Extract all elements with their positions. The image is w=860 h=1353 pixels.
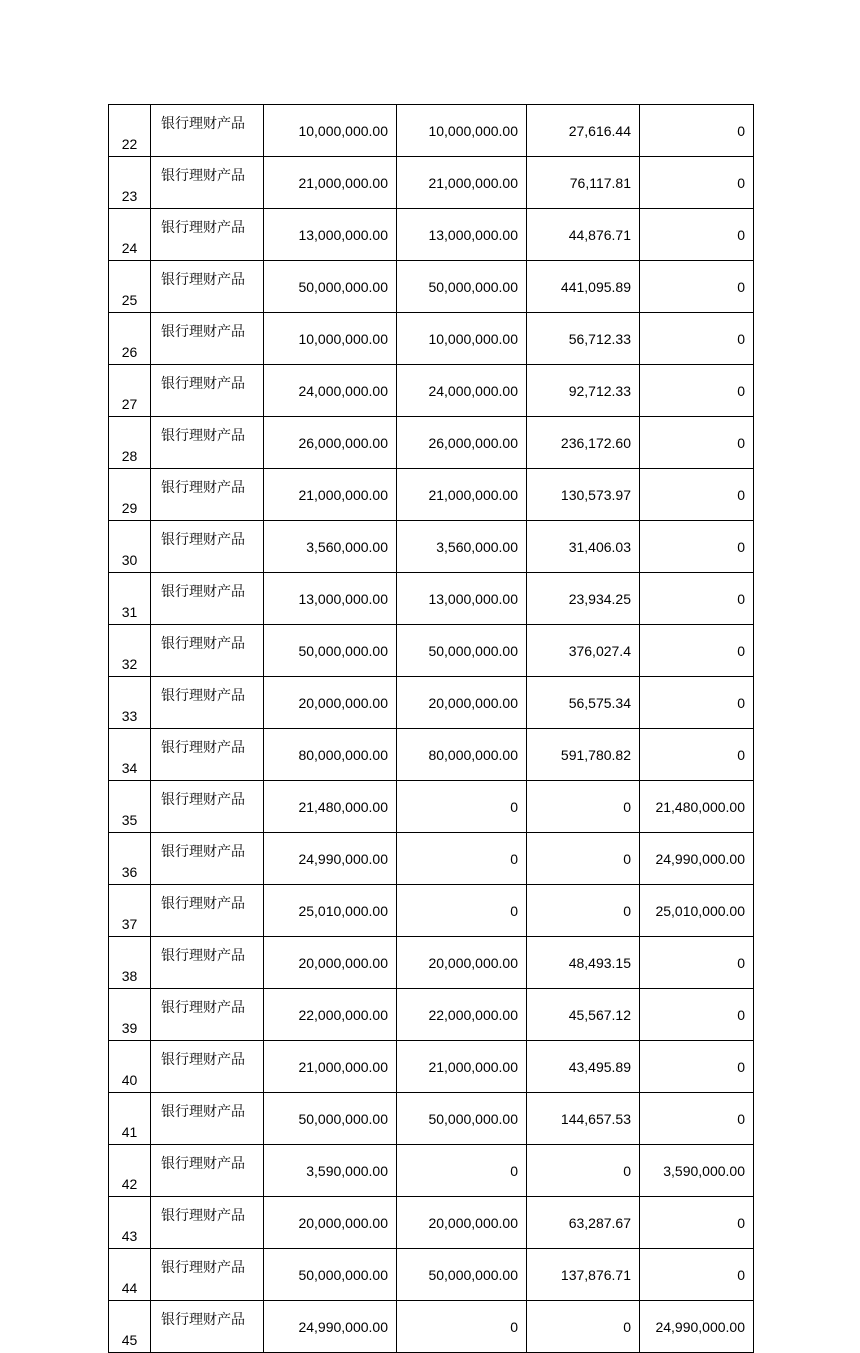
table-row: [109, 313, 754, 365]
redeemed-amount-cell: 50,000,000.00: [397, 1093, 527, 1145]
table-row: [109, 937, 754, 989]
row-number-cell: 27: [109, 365, 151, 417]
table-row: [109, 1093, 754, 1145]
product-name-cell: 银行理财产品: [151, 1145, 264, 1197]
balance-amount-cell: 0: [640, 261, 754, 313]
table-row: [109, 1301, 754, 1353]
income-amount-cell: 45,567.12: [527, 989, 640, 1041]
income-amount-cell: 0: [527, 1145, 640, 1197]
purchase-amount-cell: 50,000,000.00: [264, 261, 397, 313]
product-name-cell: 银行理财产品: [151, 521, 264, 573]
row-number-cell: 28: [109, 417, 151, 469]
income-amount-cell: 0: [527, 1301, 640, 1353]
redeemed-amount-cell: 13,000,000.00: [397, 573, 527, 625]
balance-amount-cell: 3,590,000.00: [640, 1145, 754, 1197]
income-amount-cell: 48,493.15: [527, 937, 640, 989]
balance-amount-cell: 0: [640, 677, 754, 729]
table-row: [109, 573, 754, 625]
row-number-cell: 37: [109, 885, 151, 937]
balance-amount-cell: 0: [640, 365, 754, 417]
purchase-amount-cell: 10,000,000.00: [264, 105, 397, 157]
balance-amount-cell: 0: [640, 989, 754, 1041]
purchase-amount-cell: 26,000,000.00: [264, 417, 397, 469]
purchase-amount-cell: 80,000,000.00: [264, 729, 397, 781]
income-amount-cell: 27,616.44: [527, 105, 640, 157]
redeemed-amount-cell: 20,000,000.00: [397, 1197, 527, 1249]
row-number-cell: 39: [109, 989, 151, 1041]
product-name-cell: 银行理财产品: [151, 937, 264, 989]
purchase-amount-cell: 50,000,000.00: [264, 1249, 397, 1301]
purchase-amount-cell: 24,000,000.00: [264, 365, 397, 417]
purchase-amount-cell: 50,000,000.00: [264, 625, 397, 677]
balance-amount-cell: 0: [640, 209, 754, 261]
table-row: [109, 417, 754, 469]
product-name-cell: 银行理财产品: [151, 833, 264, 885]
row-number-cell: 24: [109, 209, 151, 261]
income-amount-cell: 130,573.97: [527, 469, 640, 521]
row-number-cell: 29: [109, 469, 151, 521]
income-amount-cell: 0: [527, 885, 640, 937]
income-amount-cell: 56,575.34: [527, 677, 640, 729]
balance-amount-cell: 0: [640, 729, 754, 781]
redeemed-amount-cell: 0: [397, 1301, 527, 1353]
table-row: [109, 885, 754, 937]
redeemed-amount-cell: 20,000,000.00: [397, 937, 527, 989]
product-name-cell: 银行理财产品: [151, 729, 264, 781]
income-amount-cell: 376,027.4: [527, 625, 640, 677]
balance-amount-cell: 25,010,000.00: [640, 885, 754, 937]
row-number-cell: 41: [109, 1093, 151, 1145]
purchase-amount-cell: 3,590,000.00: [264, 1145, 397, 1197]
purchase-amount-cell: 3,560,000.00: [264, 521, 397, 573]
row-number-cell: 43: [109, 1197, 151, 1249]
row-number-cell: 30: [109, 521, 151, 573]
balance-amount-cell: 0: [640, 105, 754, 157]
purchase-amount-cell: 21,000,000.00: [264, 469, 397, 521]
income-amount-cell: 23,934.25: [527, 573, 640, 625]
income-amount-cell: 63,287.67: [527, 1197, 640, 1249]
redeemed-amount-cell: 21,000,000.00: [397, 157, 527, 209]
table-row: [109, 521, 754, 573]
product-name-cell: 银行理财产品: [151, 781, 264, 833]
redeemed-amount-cell: 21,000,000.00: [397, 1041, 527, 1093]
balance-amount-cell: 0: [640, 521, 754, 573]
redeemed-amount-cell: 0: [397, 833, 527, 885]
row-number-cell: 31: [109, 573, 151, 625]
balance-amount-cell: 0: [640, 417, 754, 469]
row-number-cell: 40: [109, 1041, 151, 1093]
income-amount-cell: 591,780.82: [527, 729, 640, 781]
redeemed-amount-cell: 10,000,000.00: [397, 313, 527, 365]
balance-amount-cell: 21,480,000.00: [640, 781, 754, 833]
table-row: [109, 1041, 754, 1093]
financial-products-table: [108, 104, 754, 1353]
redeemed-amount-cell: 80,000,000.00: [397, 729, 527, 781]
income-amount-cell: 0: [527, 781, 640, 833]
product-name-cell: 银行理财产品: [151, 417, 264, 469]
table-row: [109, 677, 754, 729]
redeemed-amount-cell: 24,000,000.00: [397, 365, 527, 417]
purchase-amount-cell: 24,990,000.00: [264, 1301, 397, 1353]
table-row: [109, 1145, 754, 1197]
product-name-cell: 银行理财产品: [151, 209, 264, 261]
income-amount-cell: 44,876.71: [527, 209, 640, 261]
product-name-cell: 银行理财产品: [151, 625, 264, 677]
table-row: [109, 469, 754, 521]
balance-amount-cell: 0: [640, 313, 754, 365]
redeemed-amount-cell: 26,000,000.00: [397, 417, 527, 469]
table-row: [109, 157, 754, 209]
product-name-cell: 银行理财产品: [151, 1301, 264, 1353]
redeemed-amount-cell: 50,000,000.00: [397, 261, 527, 313]
purchase-amount-cell: 21,480,000.00: [264, 781, 397, 833]
purchase-amount-cell: 20,000,000.00: [264, 937, 397, 989]
table-row: [109, 209, 754, 261]
product-name-cell: 银行理财产品: [151, 157, 264, 209]
purchase-amount-cell: 21,000,000.00: [264, 157, 397, 209]
purchase-amount-cell: 21,000,000.00: [264, 1041, 397, 1093]
product-name-cell: 银行理财产品: [151, 365, 264, 417]
table-row: [109, 261, 754, 313]
balance-amount-cell: 0: [640, 1041, 754, 1093]
product-name-cell: 银行理财产品: [151, 261, 264, 313]
redeemed-amount-cell: 20,000,000.00: [397, 677, 527, 729]
product-name-cell: 银行理财产品: [151, 1093, 264, 1145]
purchase-amount-cell: 10,000,000.00: [264, 313, 397, 365]
redeemed-amount-cell: 22,000,000.00: [397, 989, 527, 1041]
redeemed-amount-cell: 0: [397, 885, 527, 937]
balance-amount-cell: 0: [640, 1197, 754, 1249]
income-amount-cell: 31,406.03: [527, 521, 640, 573]
row-number-cell: 45: [109, 1301, 151, 1353]
product-name-cell: 银行理财产品: [151, 469, 264, 521]
redeemed-amount-cell: 50,000,000.00: [397, 625, 527, 677]
row-number-cell: 42: [109, 1145, 151, 1197]
product-name-cell: 银行理财产品: [151, 1197, 264, 1249]
redeemed-amount-cell: 50,000,000.00: [397, 1249, 527, 1301]
product-name-cell: 银行理财产品: [151, 677, 264, 729]
income-amount-cell: 56,712.33: [527, 313, 640, 365]
balance-amount-cell: 0: [640, 625, 754, 677]
redeemed-amount-cell: 0: [397, 1145, 527, 1197]
table-row: [109, 625, 754, 677]
table-row: [109, 105, 754, 157]
table-row: [109, 1249, 754, 1301]
row-number-cell: 22: [109, 105, 151, 157]
row-number-cell: 25: [109, 261, 151, 313]
income-amount-cell: 441,095.89: [527, 261, 640, 313]
income-amount-cell: 137,876.71: [527, 1249, 640, 1301]
balance-amount-cell: 24,990,000.00: [640, 833, 754, 885]
income-amount-cell: 236,172.60: [527, 417, 640, 469]
product-name-cell: 银行理财产品: [151, 313, 264, 365]
balance-amount-cell: 0: [640, 1093, 754, 1145]
product-name-cell: 银行理财产品: [151, 989, 264, 1041]
balance-amount-cell: 0: [640, 573, 754, 625]
purchase-amount-cell: 25,010,000.00: [264, 885, 397, 937]
table-row: [109, 989, 754, 1041]
table-row: [109, 1197, 754, 1249]
product-name-cell: 银行理财产品: [151, 105, 264, 157]
redeemed-amount-cell: 13,000,000.00: [397, 209, 527, 261]
purchase-amount-cell: 13,000,000.00: [264, 209, 397, 261]
table-row: [109, 365, 754, 417]
table-row: [109, 833, 754, 885]
purchase-amount-cell: 20,000,000.00: [264, 1197, 397, 1249]
purchase-amount-cell: 50,000,000.00: [264, 1093, 397, 1145]
balance-amount-cell: 0: [640, 937, 754, 989]
product-name-cell: 银行理财产品: [151, 573, 264, 625]
row-number-cell: 38: [109, 937, 151, 989]
balance-amount-cell: 0: [640, 157, 754, 209]
redeemed-amount-cell: 3,560,000.00: [397, 521, 527, 573]
purchase-amount-cell: 20,000,000.00: [264, 677, 397, 729]
row-number-cell: 36: [109, 833, 151, 885]
income-amount-cell: 43,495.89: [527, 1041, 640, 1093]
row-number-cell: 34: [109, 729, 151, 781]
row-number-cell: 26: [109, 313, 151, 365]
table-row: [109, 781, 754, 833]
balance-amount-cell: 0: [640, 1249, 754, 1301]
purchase-amount-cell: 22,000,000.00: [264, 989, 397, 1041]
balance-amount-cell: 0: [640, 469, 754, 521]
product-name-cell: 银行理财产品: [151, 885, 264, 937]
row-number-cell: 33: [109, 677, 151, 729]
purchase-amount-cell: 24,990,000.00: [264, 833, 397, 885]
redeemed-amount-cell: 10,000,000.00: [397, 105, 527, 157]
row-number-cell: 23: [109, 157, 151, 209]
income-amount-cell: 76,117.81: [527, 157, 640, 209]
redeemed-amount-cell: 21,000,000.00: [397, 469, 527, 521]
income-amount-cell: 92,712.33: [527, 365, 640, 417]
product-name-cell: 银行理财产品: [151, 1249, 264, 1301]
product-name-cell: 银行理财产品: [151, 1041, 264, 1093]
row-number-cell: 35: [109, 781, 151, 833]
purchase-amount-cell: 13,000,000.00: [264, 573, 397, 625]
row-number-cell: 32: [109, 625, 151, 677]
table-row: [109, 729, 754, 781]
income-amount-cell: 144,657.53: [527, 1093, 640, 1145]
row-number-cell: 44: [109, 1249, 151, 1301]
balance-amount-cell: 24,990,000.00: [640, 1301, 754, 1353]
income-amount-cell: 0: [527, 833, 640, 885]
redeemed-amount-cell: 0: [397, 781, 527, 833]
table-body: [109, 105, 754, 1353]
